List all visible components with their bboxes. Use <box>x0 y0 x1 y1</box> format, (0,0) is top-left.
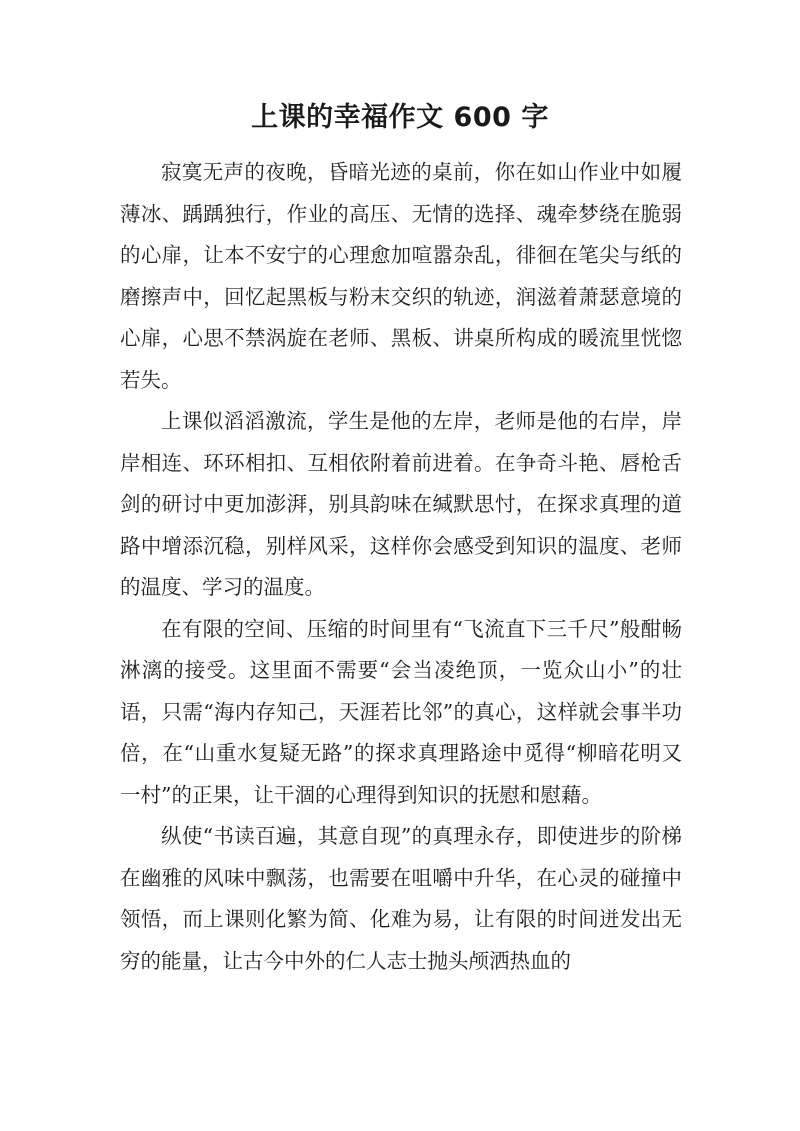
document-title: 上课的幸福作文 600 字 <box>251 102 549 133</box>
document-body <box>120 152 682 982</box>
paragraph: 在有限的空间、压缩的时间里有“飞流直下三千尺”般酣畅淋漓的接受。这里面不需要“会当凌绝顶，一览众山小”的壮语，只需“海内存知己，天涯若比邻”的真心，这样就会事半功倍，在“山重水复疑无路”的探求真理路途中觅得“柳暗花明又一村”的正果，让干涸的心理得到知识的抚慰和慰藉。 <box>120 616 682 807</box>
paragraph: 上课似滔滔激流，学生是他的左岸，老师是他的右岸，岸岸相连、环环相扣、互相依附着前进着。在争奇斗艳、唇枪舌剑的研讨中更加澎湃，别具韵味在缄默思忖，在探求真理的道路中增添沉稳，别样风采，这样你会感受到知识的温度、老师的温度、学习的温度。 <box>120 409 682 599</box>
paragraph: 纵使“书读百遍，其意自现”的真理永存，即使进步的阶梯在幽雅的风味中飘荡，也需要在咀嚼中升华，在心灵的碰撞中领悟，而上课则化繁为简、化难为易，让有限的时间迸发出无穷的能量，让古今中外的仁人志士抛头颅洒热血的 <box>120 824 682 973</box>
paragraph: 寂寞无声的夜晚，昏暗光迹的桌前，你在如山作业中如履薄冰、踽踽独行，作业的高压、无情的选择、魂牵梦绕在脆弱的心扉，让本不安宁的心理愈加喧嚣杂乱，徘徊在笔尖与纸的磨擦声中，回忆起黑板与粉末交织的轨迹，润滋着萧瑟意境的心扉，心思不禁涡旋在老师、黑板、讲桌所构成的暖流里恍惚若失。 <box>120 160 682 392</box>
